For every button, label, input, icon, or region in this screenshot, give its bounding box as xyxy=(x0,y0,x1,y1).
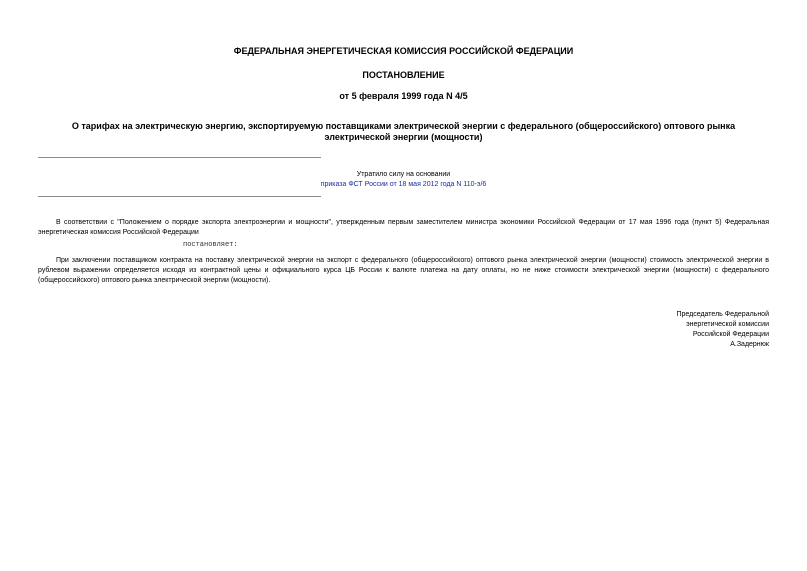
divider-top xyxy=(38,157,321,158)
signatory-title-3: Российской Федерации xyxy=(692,331,769,338)
signatory-title-1: Председатель Федеральной xyxy=(676,311,769,318)
signatory-name: А.Задернюк xyxy=(730,341,769,348)
document-type: ПОСТАНОВЛЕНИЕ xyxy=(362,70,445,80)
signature-block xyxy=(676,310,769,350)
resolves-label: постановляет: xyxy=(183,241,238,249)
repeal-order-link[interactable]: приказа ФСТ России от 18 мая 2012 года N 110-э/6 xyxy=(320,181,487,188)
preamble-paragraph: В соответствии с "Положением о порядке экспорта электроэнергии и мощности", утвержденным первым заместителем министра экономики Российской Федерации от 17 мая 1996 года (пункт 5) Федеральная энергетическая комиссия Российской Федерации xyxy=(38,219,769,236)
signatory-title-2: энергетической комиссии xyxy=(686,321,769,328)
issuing-authority: ФЕДЕРАЛЬНАЯ ЭНЕРГЕТИЧЕСКАЯ КОМИССИЯ РОССИЙСКОЙ ФЕДЕРАЦИИ xyxy=(233,46,574,56)
lost-force-note: Утратило силу на основании xyxy=(356,171,451,178)
document-date-number: от 5 февраля 1999 года N 4/5 xyxy=(339,91,468,101)
clause-paragraph: При заключении поставщиком контракта на поставку электрической энергии на экспорт с федерального (общероссийского) оптового рынка электрической энергии (мощности) стоимость электрической энергии в рублевом выражении определяется исходя из контрактной цены и официального курса ЦБ России к валюте платежа на дату оплаты, но не ниже стоимости электрической энергии (мощности) с федерального (общероссийского) оптового рынка электрической энергии (мощности). xyxy=(38,257,769,284)
divider-bottom xyxy=(38,196,321,197)
document-title: О тарифах на электрическую энергию, экспортируемую поставщиками электрической энергии с федерального (общероссийского) оптового рынка электрической энергии (мощности) xyxy=(71,121,736,142)
